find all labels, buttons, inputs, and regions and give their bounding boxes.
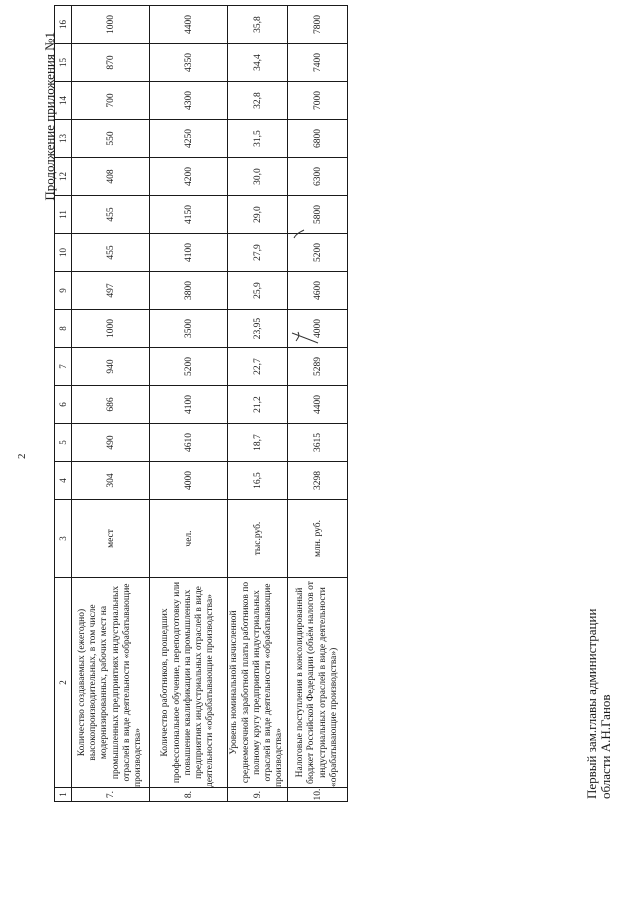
unit-cell: чел. — [150, 500, 228, 578]
value-cell: 3298 — [288, 462, 348, 500]
value-cell: 5200 — [288, 234, 348, 272]
value-cell: 497 — [72, 272, 150, 310]
value-cell: 34,4 — [228, 44, 288, 82]
value-cell: 4400 — [150, 6, 228, 44]
value-cell: 490 — [72, 424, 150, 462]
value-cell: 4100 — [150, 234, 228, 272]
column-header: 11 — [55, 196, 72, 234]
column-header: 5 — [55, 424, 72, 462]
value-cell: 6800 — [288, 120, 348, 158]
value-cell: 18,7 — [228, 424, 288, 462]
value-cell: 22,7 — [228, 348, 288, 386]
indicator-description: Количество работников, прошедших профессиональное обучение, переподготовку или повышение квалификации на промышленных предприятиях индустриальных отраслей в виде деятельности «обрабатывающие производства» — [150, 578, 228, 788]
unit-cell: мест — [72, 500, 150, 578]
value-cell: 550 — [72, 120, 150, 158]
value-cell: 4200 — [150, 158, 228, 196]
value-cell: 4600 — [288, 272, 348, 310]
value-cell: 6300 — [288, 158, 348, 196]
row-number: 8. — [150, 788, 228, 802]
table-row — [288, 6, 348, 802]
column-header: 3 — [55, 500, 72, 578]
header-row — [55, 6, 72, 802]
column-header: 10 — [55, 234, 72, 272]
unit-cell: млн. руб. — [288, 500, 348, 578]
value-cell: 21,2 — [228, 386, 288, 424]
value-cell: 27,9 — [228, 234, 288, 272]
value-cell: 870 — [72, 44, 150, 82]
column-header: 2 — [55, 578, 72, 788]
value-cell: 4150 — [150, 196, 228, 234]
value-cell: 35,8 — [228, 6, 288, 44]
value-cell: 30,0 — [228, 158, 288, 196]
signature-line-1: Первый зам.главы администрации — [584, 608, 599, 799]
value-cell: 3500 — [150, 310, 228, 348]
value-cell: 29,0 — [228, 196, 288, 234]
value-cell: 1000 — [72, 6, 150, 44]
value-cell: 940 — [72, 348, 150, 386]
column-header: 7 — [55, 348, 72, 386]
value-cell: 4100 — [150, 386, 228, 424]
value-cell: 25,9 — [228, 272, 288, 310]
value-cell: 4250 — [150, 120, 228, 158]
value-cell: 700 — [72, 82, 150, 120]
value-cell: 23,95 — [228, 310, 288, 348]
column-header: 12 — [55, 158, 72, 196]
value-cell: 16,5 — [228, 462, 288, 500]
value-cell: 5200 — [150, 348, 228, 386]
value-cell: 5289 — [288, 348, 348, 386]
column-header: 8 — [55, 310, 72, 348]
value-cell: 408 — [72, 158, 150, 196]
value-cell: 4610 — [150, 424, 228, 462]
indicator-description: Налоговые поступления в консолидированный бюджет Российской Федерации (объём налогов от индустриальных отраслей в виде деятельности «обрабатывающие производства») — [288, 578, 348, 788]
indicator-description: Количество создаваемых (ежегодно) высокопроизводительных, в том числе модернизированных, рабочих мест на промышленных предприятиях индустриальных отраслей в виде деятельности «обрабатывающие производства» — [72, 578, 150, 788]
column-header: 16 — [55, 6, 72, 44]
value-cell: 4350 — [150, 44, 228, 82]
pen-mark-2 — [292, 228, 306, 240]
table-row — [150, 6, 228, 802]
column-header: 6 — [55, 386, 72, 424]
column-header: 15 — [55, 44, 72, 82]
value-cell: 4400 — [288, 386, 348, 424]
column-header: 4 — [55, 462, 72, 500]
row-number: 10. — [288, 788, 348, 802]
column-header: 9 — [55, 272, 72, 310]
value-cell: 7000 — [288, 82, 348, 120]
value-cell: 7800 — [288, 6, 348, 44]
value-cell: 4000 — [150, 462, 228, 500]
value-cell: 1000 — [72, 310, 150, 348]
indicator-description: Уровень номинальной начисленной среднемесячной заработной платы работников по полному кругу предприятий индустриальных отраслей в виде деятельности «обрабатывающие производства» — [228, 578, 288, 788]
pen-mark — [290, 331, 320, 345]
signature — [585, 609, 613, 799]
indicators-table — [54, 5, 348, 802]
value-cell: 3615 — [288, 424, 348, 462]
table-row — [72, 6, 150, 802]
value-cell: 4300 — [150, 82, 228, 120]
value-cell: 7400 — [288, 44, 348, 82]
page-number: 2 — [16, 453, 28, 459]
continuation-title: Продолжение приложения №1 — [42, 32, 57, 201]
value-cell: 4000 — [288, 310, 348, 348]
value-cell: 304 — [72, 462, 150, 500]
value-cell: 5800 — [288, 196, 348, 234]
column-header: 13 — [55, 120, 72, 158]
value-cell: 455 — [72, 196, 150, 234]
value-cell: 32,8 — [228, 82, 288, 120]
unit-cell: тыс.руб. — [228, 500, 288, 578]
row-number: 9. — [228, 788, 288, 802]
value-cell: 686 — [72, 386, 150, 424]
value-cell: 455 — [72, 234, 150, 272]
value-cell: 3800 — [150, 272, 228, 310]
value-cell: 31,5 — [228, 120, 288, 158]
table-row — [228, 6, 288, 802]
column-header: 1 — [55, 788, 72, 802]
signature-line-2: области А.Н.Ганов — [598, 694, 613, 799]
row-number: 7. — [72, 788, 150, 802]
column-header: 14 — [55, 82, 72, 120]
